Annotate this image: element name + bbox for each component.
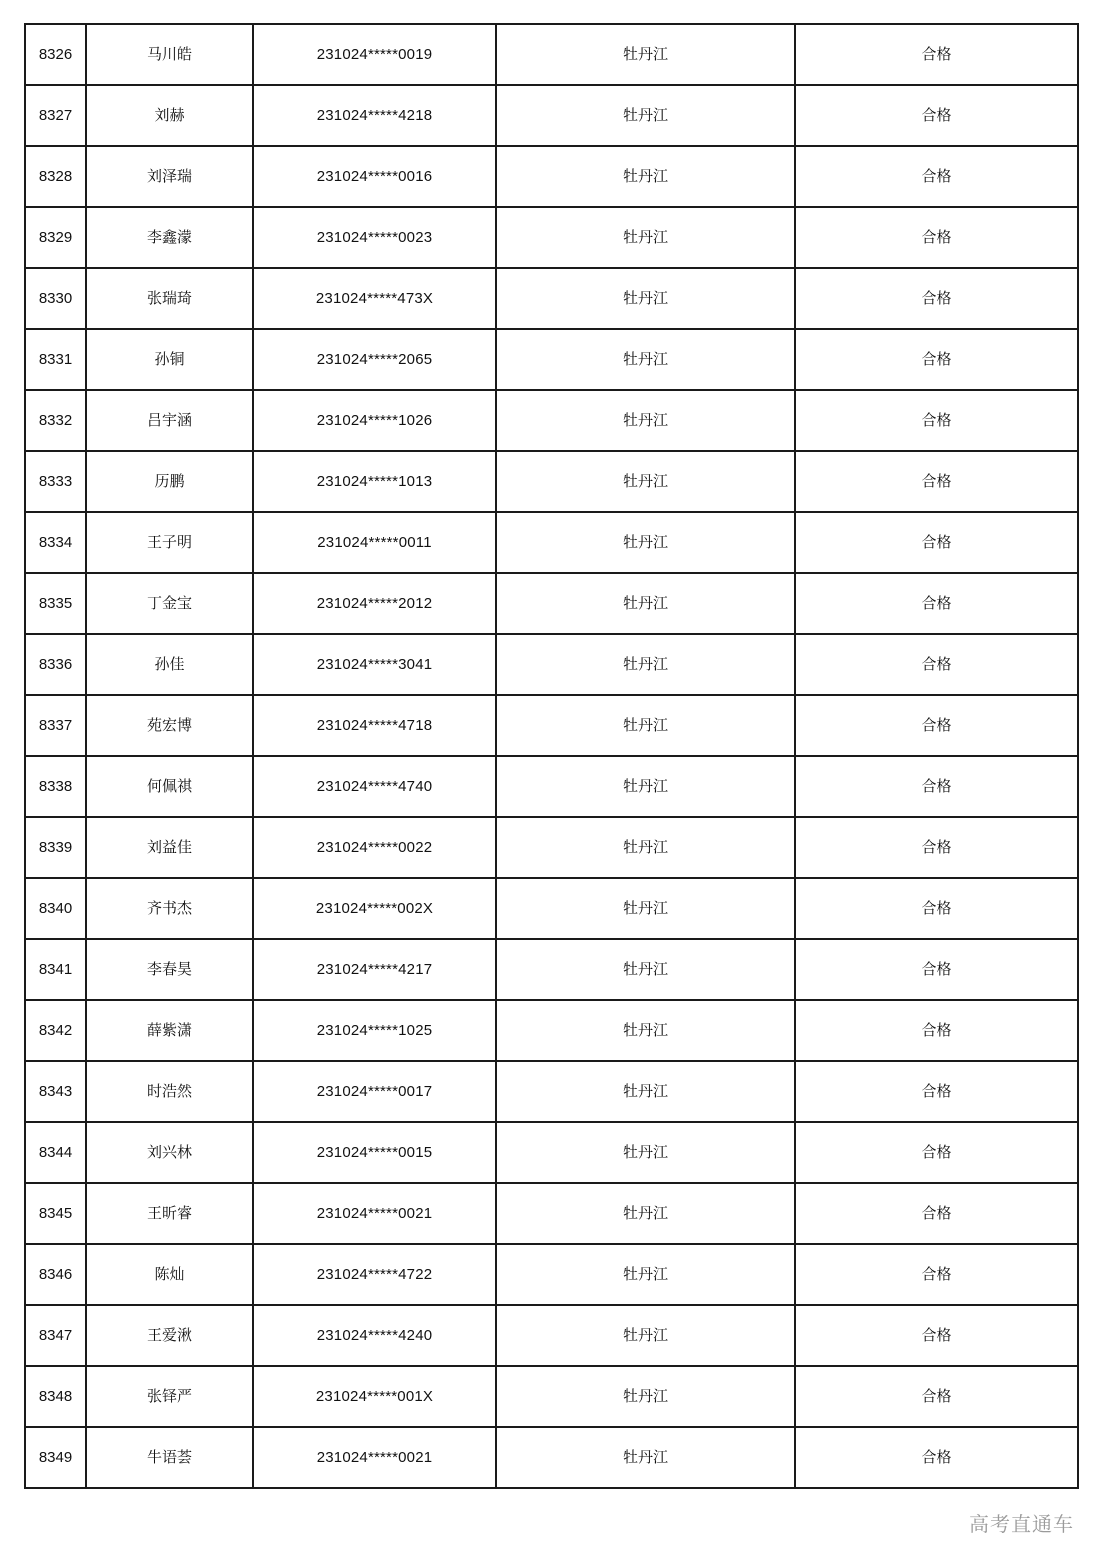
cell-number: 8335 [25,573,86,634]
cell-result: 合格 [795,268,1078,329]
cell-name: 王昕睿 [86,1183,253,1244]
cell-city: 牡丹江 [496,451,795,512]
cell-id-number: 231024*****1025 [253,1000,496,1061]
cell-number: 8347 [25,1305,86,1366]
roster-table [24,23,1079,1489]
cell-id-number: 231024*****2065 [253,329,496,390]
cell-city: 牡丹江 [496,695,795,756]
table-row [25,207,1078,268]
table-row [25,512,1078,573]
cell-name: 齐书杰 [86,878,253,939]
cell-result: 合格 [795,146,1078,207]
cell-name: 刘赫 [86,85,253,146]
cell-name: 李鑫濛 [86,207,253,268]
cell-city: 牡丹江 [496,329,795,390]
cell-city: 牡丹江 [496,1000,795,1061]
cell-number: 8337 [25,695,86,756]
cell-result: 合格 [795,24,1078,85]
cell-city: 牡丹江 [496,1244,795,1305]
cell-city: 牡丹江 [496,85,795,146]
cell-name: 牛语荟 [86,1427,253,1488]
cell-name: 马川皓 [86,24,253,85]
cell-number: 8345 [25,1183,86,1244]
cell-city: 牡丹江 [496,512,795,573]
table-row [25,451,1078,512]
table-row [25,85,1078,146]
cell-id-number: 231024*****0021 [253,1427,496,1488]
cell-number: 8333 [25,451,86,512]
cell-id-number: 231024*****3041 [253,634,496,695]
cell-name: 苑宏博 [86,695,253,756]
watermark-text: 高考直通车 [969,1512,1074,1536]
cell-city: 牡丹江 [496,878,795,939]
cell-city: 牡丹江 [496,1427,795,1488]
cell-id-number: 231024*****0023 [253,207,496,268]
table-row [25,1366,1078,1427]
cell-result: 合格 [795,451,1078,512]
cell-name: 陈灿 [86,1244,253,1305]
table-row [25,1122,1078,1183]
table-row [25,1305,1078,1366]
cell-name: 李春昊 [86,939,253,1000]
cell-result: 合格 [795,756,1078,817]
cell-id-number: 231024*****1026 [253,390,496,451]
table-row [25,1244,1078,1305]
cell-result: 合格 [795,817,1078,878]
cell-number: 8327 [25,85,86,146]
cell-result: 合格 [795,1122,1078,1183]
cell-number: 8332 [25,390,86,451]
cell-result: 合格 [795,939,1078,1000]
cell-number: 8336 [25,634,86,695]
cell-number: 8346 [25,1244,86,1305]
table-row [25,817,1078,878]
cell-name: 何佩祺 [86,756,253,817]
cell-result: 合格 [795,512,1078,573]
cell-result: 合格 [795,390,1078,451]
table-row [25,634,1078,695]
cell-number: 8343 [25,1061,86,1122]
table-row [25,146,1078,207]
cell-id-number: 231024*****0011 [253,512,496,573]
cell-id-number: 231024*****0017 [253,1061,496,1122]
roster-sheet [24,23,1077,1489]
cell-city: 牡丹江 [496,1366,795,1427]
cell-id-number: 231024*****2012 [253,573,496,634]
table-row [25,1427,1078,1488]
cell-name: 孙佳 [86,634,253,695]
cell-city: 牡丹江 [496,1061,795,1122]
cell-number: 8344 [25,1122,86,1183]
cell-name: 刘兴林 [86,1122,253,1183]
cell-id-number: 231024*****4240 [253,1305,496,1366]
cell-id-number: 231024*****4217 [253,939,496,1000]
cell-result: 合格 [795,329,1078,390]
cell-id-number: 231024*****0016 [253,146,496,207]
cell-name: 孙铜 [86,329,253,390]
cell-city: 牡丹江 [496,1305,795,1366]
cell-id-number: 231024*****0021 [253,1183,496,1244]
cell-result: 合格 [795,634,1078,695]
cell-name: 时浩然 [86,1061,253,1122]
cell-result: 合格 [795,1061,1078,1122]
cell-city: 牡丹江 [496,146,795,207]
table-row [25,390,1078,451]
cell-result: 合格 [795,85,1078,146]
cell-city: 牡丹江 [496,756,795,817]
cell-number: 8330 [25,268,86,329]
cell-result: 合格 [795,1427,1078,1488]
cell-number: 8326 [25,24,86,85]
cell-name: 历鹏 [86,451,253,512]
table-row [25,1183,1078,1244]
cell-city: 牡丹江 [496,390,795,451]
table-row [25,1061,1078,1122]
cell-name: 张铎严 [86,1366,253,1427]
cell-name: 薛紫潇 [86,1000,253,1061]
cell-name: 张瑞琦 [86,268,253,329]
cell-number: 8349 [25,1427,86,1488]
cell-id-number: 231024*****4722 [253,1244,496,1305]
cell-id-number: 231024*****4718 [253,695,496,756]
cell-name: 刘益佳 [86,817,253,878]
cell-city: 牡丹江 [496,817,795,878]
cell-number: 8334 [25,512,86,573]
cell-result: 合格 [795,573,1078,634]
cell-result: 合格 [795,1000,1078,1061]
cell-result: 合格 [795,1366,1078,1427]
table-row [25,268,1078,329]
cell-result: 合格 [795,695,1078,756]
cell-id-number: 231024*****1013 [253,451,496,512]
cell-number: 8328 [25,146,86,207]
cell-city: 牡丹江 [496,1122,795,1183]
cell-number: 8341 [25,939,86,1000]
table-row [25,878,1078,939]
table-row [25,1000,1078,1061]
cell-number: 8339 [25,817,86,878]
cell-city: 牡丹江 [496,268,795,329]
cell-number: 8340 [25,878,86,939]
cell-result: 合格 [795,1244,1078,1305]
cell-name: 丁金宝 [86,573,253,634]
cell-id-number: 231024*****002X [253,878,496,939]
cell-result: 合格 [795,1305,1078,1366]
cell-name: 王爱湫 [86,1305,253,1366]
roster-body [25,24,1078,1488]
cell-id-number: 231024*****0019 [253,24,496,85]
table-row [25,939,1078,1000]
table-row [25,756,1078,817]
cell-city: 牡丹江 [496,24,795,85]
cell-id-number: 231024*****001X [253,1366,496,1427]
cell-id-number: 231024*****0022 [253,817,496,878]
cell-number: 8348 [25,1366,86,1427]
cell-id-number: 231024*****4740 [253,756,496,817]
table-row [25,695,1078,756]
table-row [25,24,1078,85]
table-row [25,329,1078,390]
cell-number: 8331 [25,329,86,390]
cell-name: 王子明 [86,512,253,573]
cell-city: 牡丹江 [496,207,795,268]
cell-name: 刘泽瑞 [86,146,253,207]
table-row [25,573,1078,634]
cell-city: 牡丹江 [496,573,795,634]
cell-city: 牡丹江 [496,939,795,1000]
cell-id-number: 231024*****4218 [253,85,496,146]
cell-number: 8342 [25,1000,86,1061]
cell-number: 8338 [25,756,86,817]
cell-name: 吕宇涵 [86,390,253,451]
cell-id-number: 231024*****0015 [253,1122,496,1183]
cell-city: 牡丹江 [496,1183,795,1244]
cell-number: 8329 [25,207,86,268]
cell-result: 合格 [795,207,1078,268]
cell-city: 牡丹江 [496,634,795,695]
cell-result: 合格 [795,878,1078,939]
cell-id-number: 231024*****473X [253,268,496,329]
cell-result: 合格 [795,1183,1078,1244]
